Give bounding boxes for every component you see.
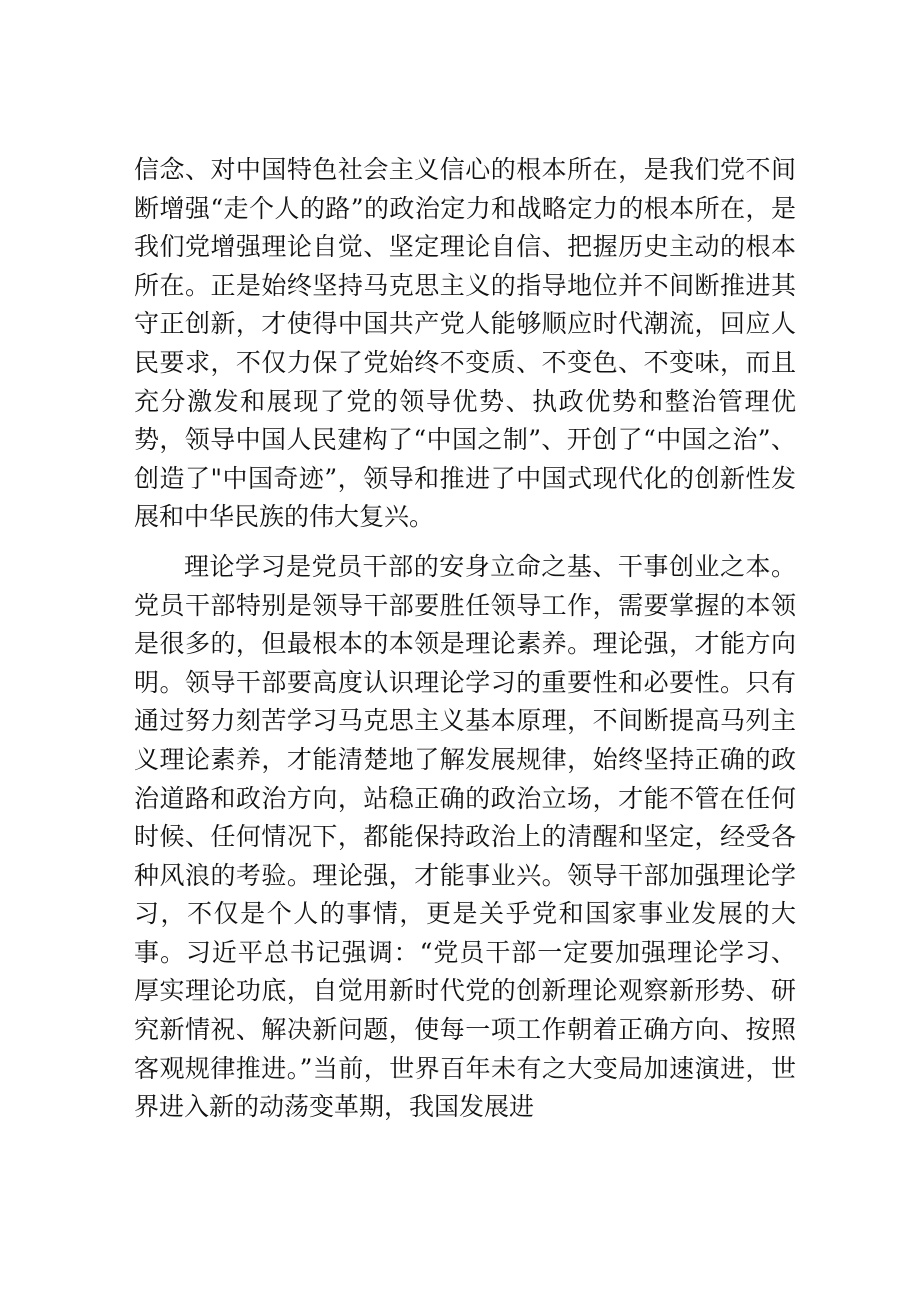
paragraph-continued: 信念、对中国特色社会主义信心的根本所在，是我们党不间断增强“走个人的路”的政治定力和战略定力的根本所在，是我们党增强理论自觉、坚定理论自信、把握历史主动的根本所在。正是始终坚持马克思主义的指导地位并不间断推进其守正创新，才使得中国共产党人能够顺应时代潮流，回应人民要求，不仅力保了党始终不变质、不变色、不变味，而且充分激发和展现了党的领导优势、执政优势和整治管理优势，领导中国人民建构了“中国之制”、开创了“中国之治”、创造了"中国奇迹”，领导和推进了中国式现代化的创新性发展和中华民族的伟大复兴。 [134,155,796,532]
paragraph-theory-study: 理论学习是党员干部的安身立命之基、干事创业之本。党员干部特别是领导干部要胜任领导工作，需要掌握的本领是很多的，但最根本的本领是理论素养。理论强，才能方向明。领导干部要高度认识理论学习的重要性和必要性。只有通过努力刻苦学习马克思主义基本原理，不间断提高马列主义理论素养，才能清楚地了解发展规律，始终坚持正确的政治道路和政治方向，站稳正确的政治立场，才能不管在任何时候、任何情况下，都能保持政治上的清醒和坚定，经受各种风浪的考验。理论强，才能事业兴。领导干部加强理论学习，不仅是个人的事情，更是关乎党和国家事业发展的大事。习近平总书记强调：“党员干部一定要加强理论学习、厚实理论功底，自觉用新时代党的创新理论观察新形势、研究新情祝、解决新问题，使每一项工作朝着正确方向、按照客观规律推进。”当前，世界百年未有之大变局加速演进，世界进入新的动荡变革期，我国发展进 [134,551,796,1122]
document-body [134,151,796,1127]
